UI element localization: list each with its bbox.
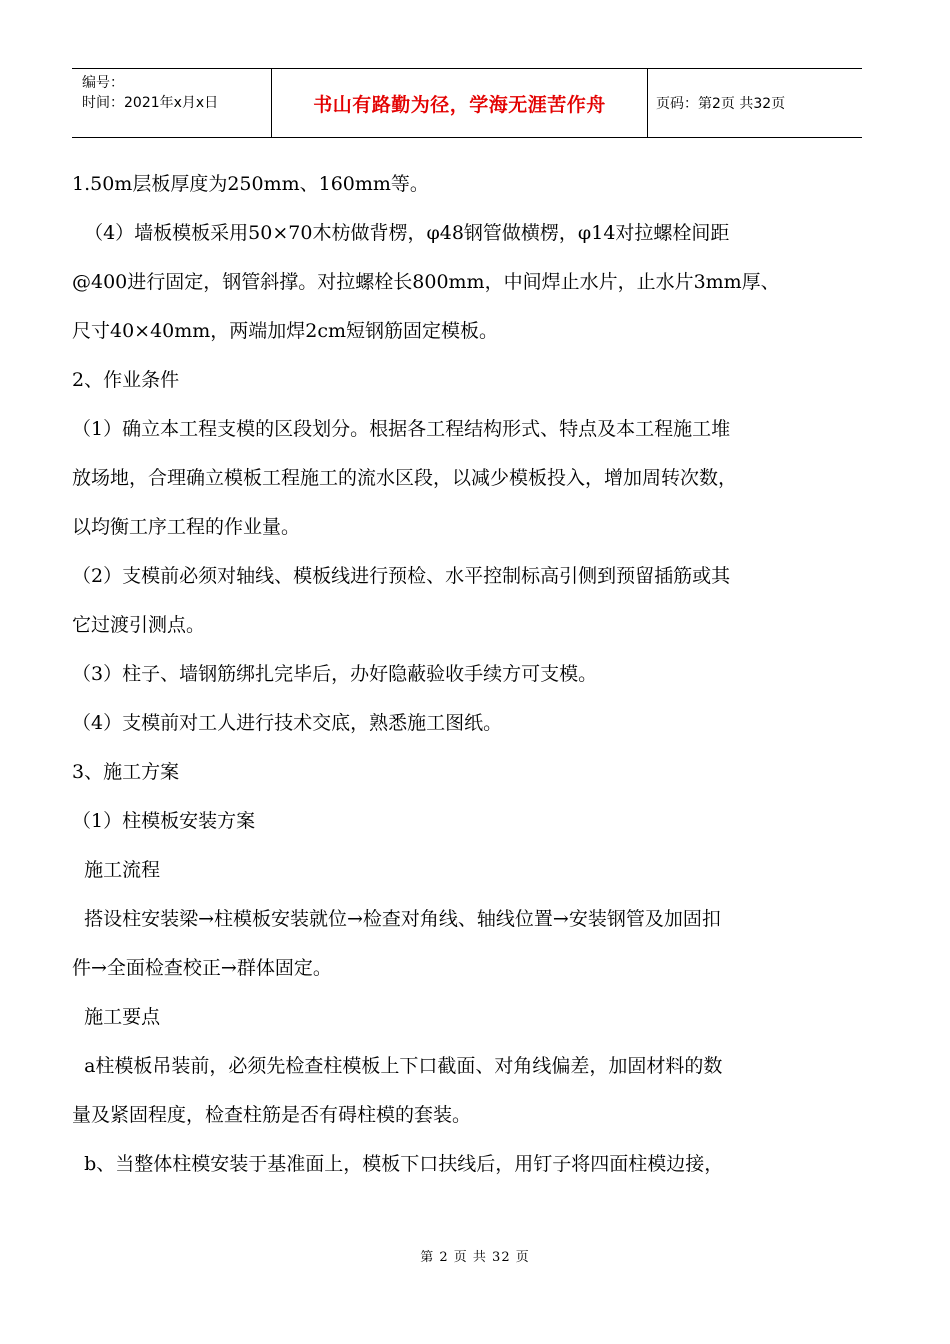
paragraph-line: （3）柱子、墙钢筋绑扎完毕后，办好隐蔽验收手续方可支模。 — [72, 663, 598, 685]
paragraph-line: 尺寸40×40mm，两端加焊2cm短钢筋固定模板。 — [72, 320, 499, 342]
document-body — [72, 160, 862, 1189]
paragraph-line: 放场地，合理确立模板工程施工的流水区段，以减少模板投入，增加周转次数， — [72, 467, 738, 489]
page-header — [72, 68, 862, 138]
paragraph-line: @400进行固定，钢管斜撑。对拉螺栓长800mm，中间焊止水片，止水片3mm厚、 — [72, 271, 780, 293]
paragraph-line: （4）支模前对工人进行技术交底，熟悉施工图纸。 — [72, 712, 503, 734]
paragraph-line: 搭设柱安装梁→柱模板安装就位→检查对角线、轴线位置→安装钢管及加固扣 — [72, 908, 721, 930]
paragraph-line: a柱模板吊装前，必须先检查柱模板上下口截面、对角线偏差，加固材料的数 — [72, 1055, 723, 1077]
document-time-label: 时间：2021年x月x日 — [82, 95, 219, 111]
section-heading: 2、作业条件 — [72, 369, 180, 391]
subsection-heading: 施工要点 — [72, 1006, 161, 1028]
paragraph-line: （4）墙板模板采用50×70木枋做背楞，φ48钢管做横楞，φ14对拉螺栓间距 — [72, 222, 730, 244]
section-heading: 3、施工方案 — [72, 761, 180, 783]
header-motto: 书山有路勤为径，学海无涯苦作舟 — [272, 69, 648, 137]
paragraph-line: b、当整体柱模安装于基准面上，模板下口扶线后，用钉子将四面柱模边接， — [72, 1153, 724, 1175]
paragraph-line: （1）确立本工程支模的区段划分。根据各工程结构形式、特点及本工程施工堆 — [72, 418, 731, 440]
paragraph-line: 量及紧固程度，检查柱筋是否有碍柱模的套装。 — [72, 1104, 472, 1126]
document-number-label: 编号： — [82, 75, 124, 91]
page-footer: 第 2 页 共 32 页 — [420, 1250, 530, 1265]
subsection-heading: 施工流程 — [72, 859, 161, 881]
paragraph-line: 以均衡工序工程的作业量。 — [72, 516, 301, 538]
header-meta — [72, 69, 272, 137]
subsection-heading: （1）柱模板安装方案 — [72, 810, 256, 832]
paragraph-line: 1.50m层板厚度为250mm、160mm等。 — [72, 173, 429, 195]
paragraph-line: （2）支模前必须对轴线、模板线进行预检、水平控制标高引侧到预留插筋或其 — [72, 565, 731, 587]
header-page-info: 页码：第2页 共32页 — [656, 96, 786, 112]
paragraph-line: 它过渡引测点。 — [72, 614, 206, 636]
paragraph-line: 件→全面检查校正→群体固定。 — [72, 957, 332, 979]
